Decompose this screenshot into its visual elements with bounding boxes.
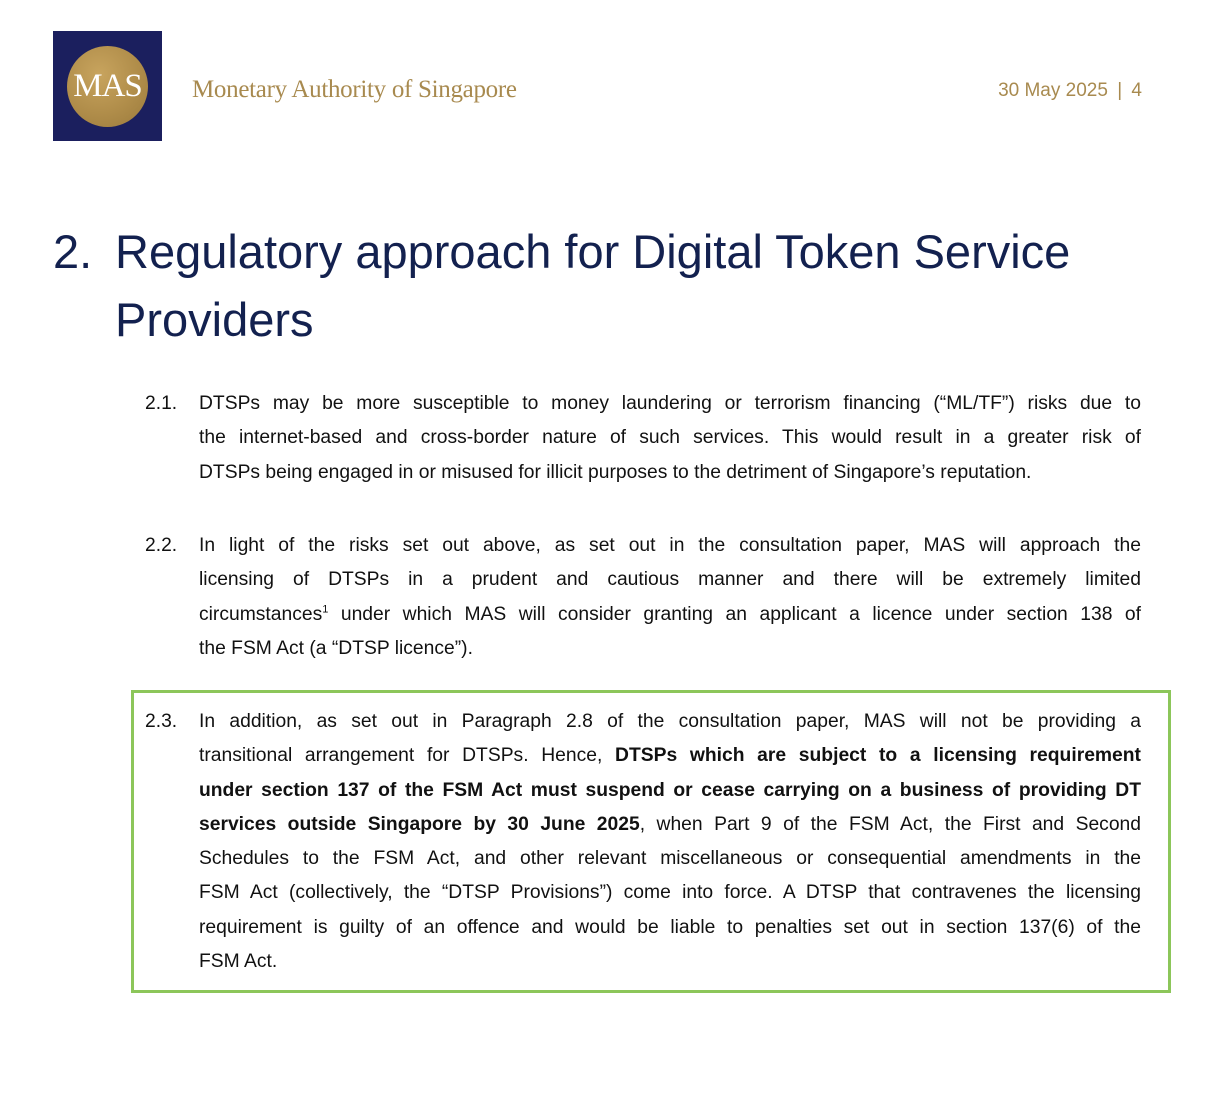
paragraph-line: DTSPs may be more susceptible to money laundering or terrorism financing (“ML/TF”) risks due to [199,393,1141,414]
paragraph-line [199,774,1141,808]
section-number: 2. [53,225,93,278]
paragraph-line [199,598,1141,632]
paragraph-line: Schedules to the FSM Act, and other relevant miscellaneous or consequential amendments in the [199,848,1141,870]
paragraph-line [199,739,1141,773]
section-title [115,218,1153,354]
paragraph-text [199,529,1141,666]
paragraph-2-2 [145,529,1141,666]
page-number: 4 [1131,80,1142,101]
organization-name: Monetary Authority of Singapore [192,76,517,103]
logo-text: MAS [73,68,142,104]
paragraph-line: DTSPs being engaged in or misused for illicit purposes to the detriment of Singapore’s reputation. [199,461,1032,483]
paragraph-line: In addition, as set out in Paragraph 2.8 of the consultation paper, MAS will not be providing a [199,711,1141,732]
bold-segment: DTSPs which are subject to a licensing requirement [615,745,1141,767]
paragraph-line: FSM Act (collectively, the “DTSP Provisions”) come into force. A DTSP that contravenes the licensing [199,882,1141,904]
paragraph-line: FSM Act. [199,951,278,973]
paragraph-2-3 [145,705,1141,979]
section-heading [53,218,1153,354]
header-date: 30 May 2025 [998,80,1108,101]
mas-logo [53,31,162,141]
bold-segment: under section 137 of the FSM Act must suspend or cease carrying on a business of providing DT [199,779,1141,801]
paragraph-line: In light of the risks set out above, as set out in the consultation paper, MAS will approach the [199,535,1141,556]
line-segment: circumstances [199,603,323,625]
section-title-line: Providers [115,293,314,346]
paragraph-2-1 [145,387,1141,490]
footnote-reference[interactable]: 1 [322,603,329,616]
section-title-line: Regulatory approach for Digital Token Service [115,225,1071,278]
paragraph-line [199,808,1141,842]
line-segment: , when Part 9 of the FSM Act, the First and Second [639,813,1141,835]
line-segment: under which MAS will consider granting an applicant a licence under section 138 of [328,603,1141,625]
header-date-page [998,80,1142,102]
paragraph-number: 2.1. [145,393,178,414]
paragraph-line: the FSM Act (a “DTSP licence”). [199,637,473,659]
paragraph-number: 2.3. [145,711,178,732]
paragraph-text [199,705,1141,979]
paragraph-line: the internet-based and cross-border nature of such services. This would result in a greater risk of [199,427,1141,449]
logo-disc [67,46,148,127]
paragraph-text [199,387,1141,490]
header-separator: | [1117,80,1123,101]
line-segment: transitional arrangement for DTSPs. Hence, [199,745,616,767]
paragraph-line: licensing of DTSPs in a prudent and cautious manner and there will be extremely limited [199,569,1141,591]
paragraph-number: 2.2. [145,535,178,556]
paragraph-line: requirement is guilty of an offence and would be liable to penalties set out in section 137(6) of the [199,916,1141,938]
bold-segment: services outside Singapore by 30 June 2025 [199,813,640,835]
